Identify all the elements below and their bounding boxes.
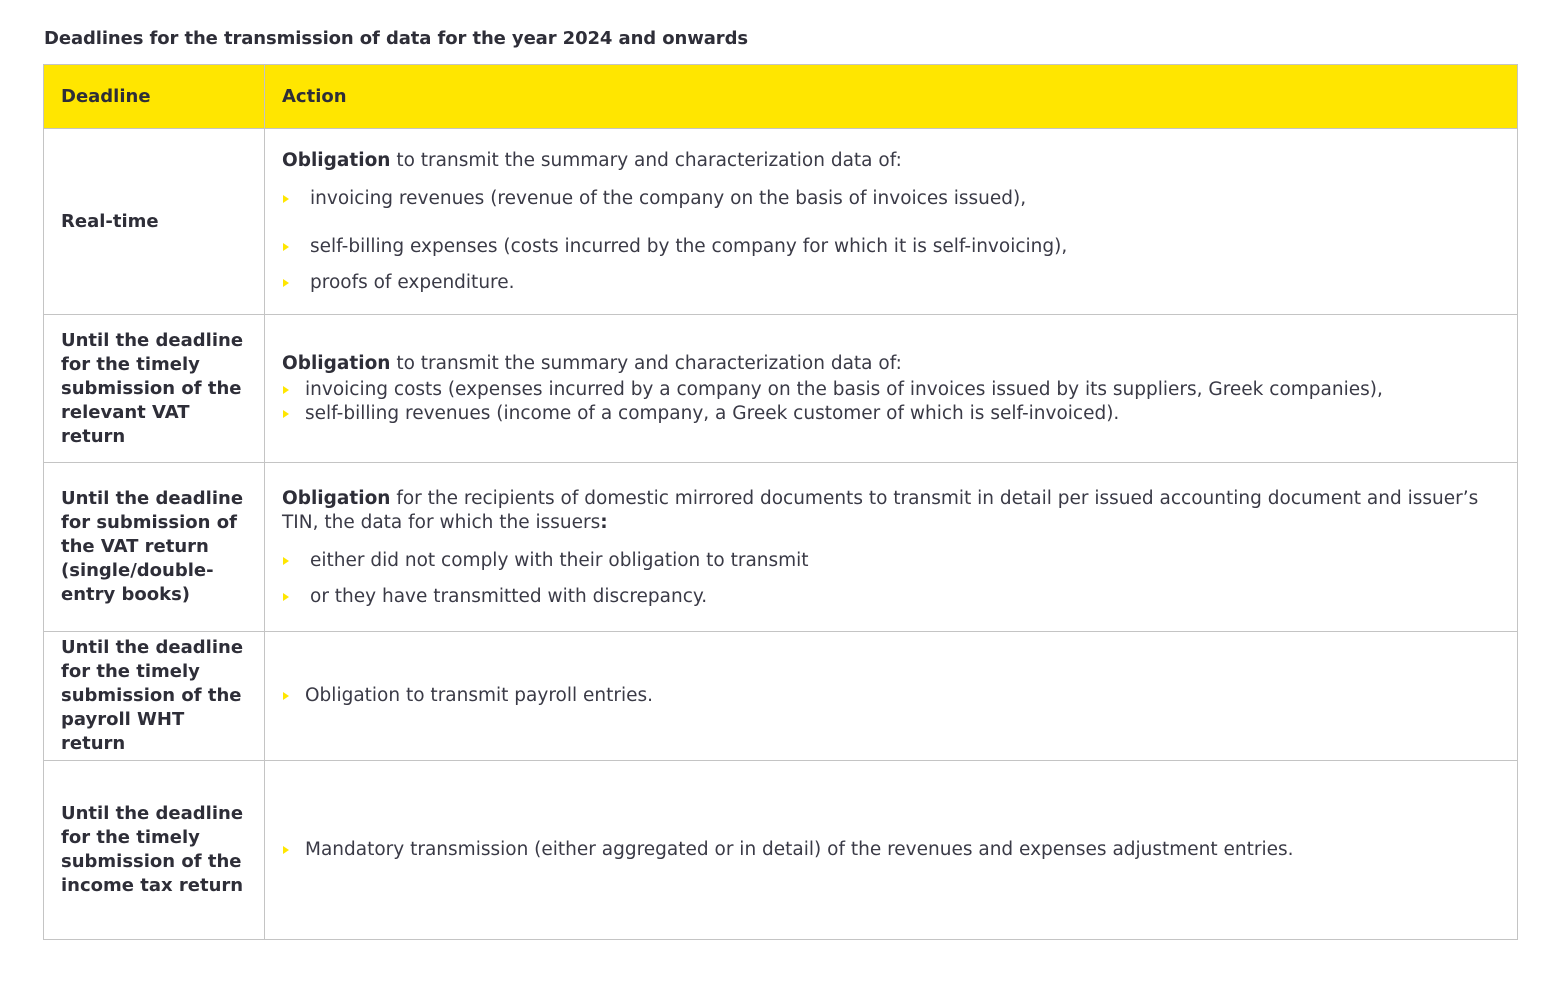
column-header-action: Action [265,65,1518,129]
list-item-text: self-billing revenues (income of a company, a Greek customer of which is self-invoiced). [305,403,1120,424]
action-intro [282,487,1487,535]
list-item [282,187,1487,211]
deadline-cell: Until the deadline for the timely submission of the payroll WHT return [44,632,265,761]
action-intro [282,149,1487,173]
list-item-text: invoicing revenues (revenue of the company on the basis of invoices issued), [310,188,1027,209]
deadline-cell: Real-time [44,129,265,315]
action-intro-text: to transmit the summary and characterization data of: [390,353,902,374]
list-item [282,585,1487,609]
table-row [44,463,1518,632]
action-intro-bold: Obligation [282,150,391,171]
triangle-bullet-icon [283,692,289,700]
action-cell [265,315,1518,463]
action-intro [282,352,1487,376]
action-intro-bold: Obligation [282,488,391,509]
list-item-text: proofs of expenditure. [310,272,515,293]
table-row [44,761,1518,940]
action-intro-bold: Obligation [282,353,391,374]
list-item-text: Obligation to transmit payroll entries. [305,685,654,706]
list-item [282,378,1487,402]
action-intro-text: to transmit the summary and characterization data of: [390,150,902,171]
list-item-text: invoicing costs (expenses incurred by a company on the basis of invoices issued by its suppliers, Greek companies), [305,379,1383,400]
column-header-deadline: Deadline [44,65,265,129]
deadlines-table [43,64,1518,940]
list-item-text: either did not comply with their obligation to transmit [310,550,809,571]
page-title: Deadlines for the transmission of data for the year 2024 and onwards [44,28,748,49]
action-cell [265,463,1518,632]
table-row [44,632,1518,761]
list-item [282,402,1487,426]
triangle-bullet-icon [283,279,289,287]
triangle-bullet-icon [283,386,289,394]
deadline-cell: Until the deadline for the timely submission of the income tax return [44,761,265,940]
triangle-bullet-icon [283,557,289,565]
action-cell [265,129,1518,315]
list-item [282,684,1487,708]
triangle-bullet-icon [283,593,289,601]
list-item [282,549,1487,573]
triangle-bullet-icon [283,410,289,418]
deadline-cell: Until the deadline for submission of the VAT return (single/double-entry books) [44,463,265,632]
table-header-row [44,65,1518,129]
table-row [44,315,1518,463]
list-item [282,235,1487,259]
list-item [282,838,1487,862]
list-item [282,271,1487,295]
action-cell [265,761,1518,940]
action-cell [265,632,1518,761]
list-item-text: self-billing expenses (costs incurred by the company for which it is self-invoicing), [310,236,1068,257]
list-item-text: or they have transmitted with discrepancy. [310,586,708,607]
list-item-text: Mandatory transmission (either aggregated or in detail) of the revenues and expenses adjustment entries. [305,839,1294,860]
triangle-bullet-icon [283,846,289,854]
table-row [44,129,1518,315]
action-intro-colon: : [600,512,608,533]
triangle-bullet-icon [283,243,289,251]
triangle-bullet-icon [283,195,289,203]
action-intro-text: for the recipients of domestic mirrored documents to transmit in detail per issued accounting document and issuer’s TIN, the data for which the issuers [282,488,1479,533]
deadline-cell: Until the deadline for the timely submission of the relevant VAT return [44,315,265,463]
